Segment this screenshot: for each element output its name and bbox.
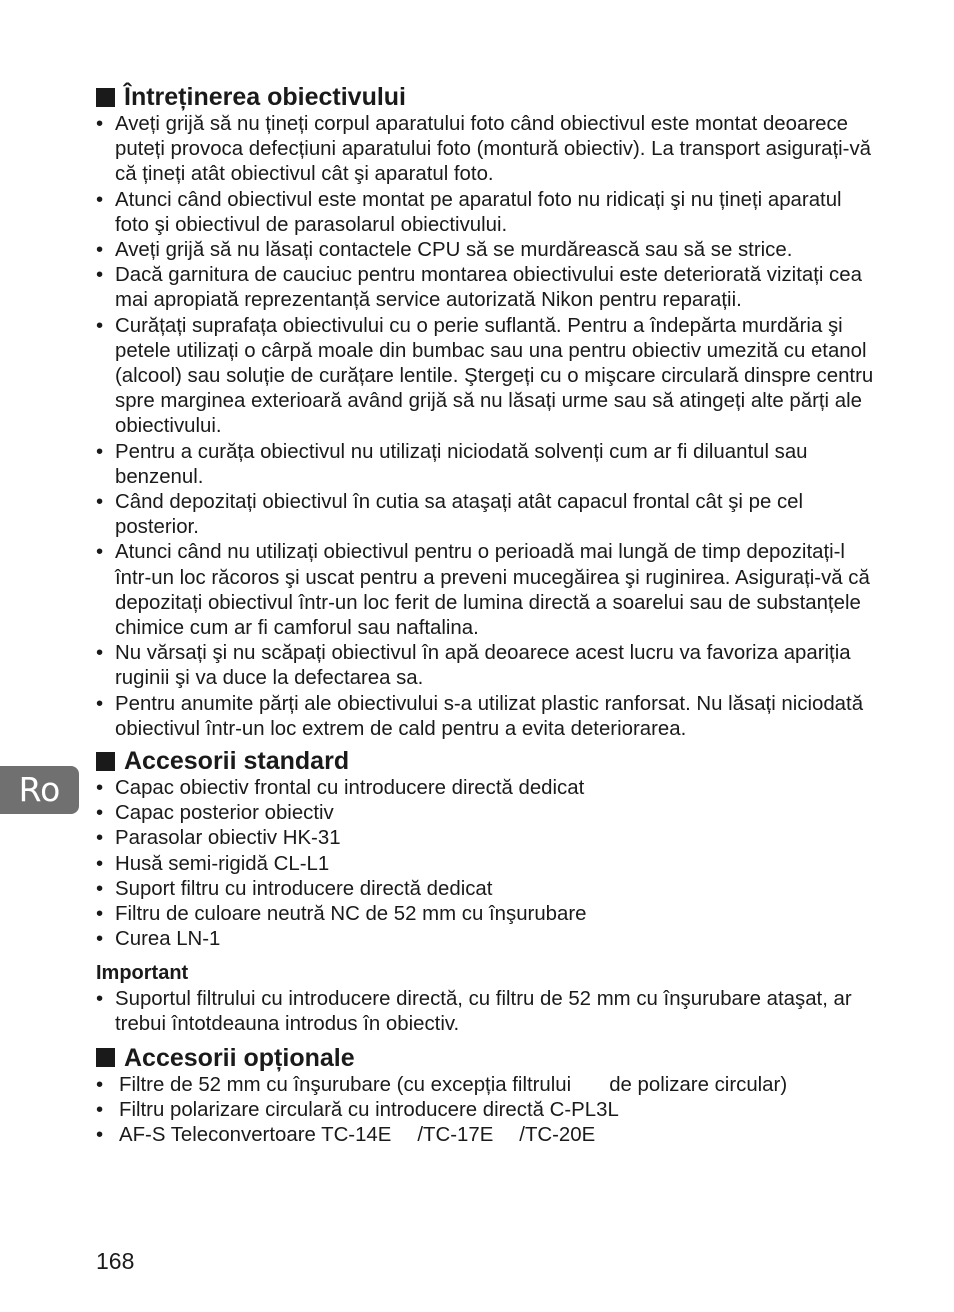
square-bullet-icon (96, 752, 115, 771)
item-text: Filtru polarizare circulară cu introducere directă C-PL3L (119, 1099, 619, 1122)
section-heading-optional-accessories (96, 1043, 876, 1073)
section-heading-standard-accessories (96, 746, 876, 776)
section-heading-lens-care (96, 82, 876, 112)
list-item: • Capac obiectiv frontal cu introducere directă dedicat (96, 776, 876, 801)
optional-accessories-list (96, 1073, 876, 1149)
list-item: • Parasolar obiectiv HK-31 (96, 826, 876, 851)
list-item: • Dacă garnitura de cauciuc pentru montarea obiectivului este deteriorată vizitați cea mai apropiată reprezentanță service autorizată Nikon pentru reparații. (96, 263, 876, 313)
standard-accessories-list (96, 776, 876, 952)
list-item: • Atunci când nu utilizați obiectivul pentru o perioadă mai lungă de timp depozitați-l într-un loc răcoros şi uscat pentru a preveni mucegăirea şi ruginirea. Asigurați-vă că depozitați obiectivul într-un loc ferit de lumina directă a soarelui sau de substanțele chimice cum ar fi camforul sau naftalina. (96, 540, 876, 641)
list-item (96, 1098, 876, 1123)
language-tab: Ro (0, 766, 79, 814)
section-title: Accesorii opționale (124, 1043, 355, 1072)
list-item: • Curățați suprafața obiectivului cu o perie suflantă. Pentru a îndepărta murdăria şi petele utilizați o cârpă moale din bumbac sau una pentru obiectiv umezită cu etanol (alcool) sau soluție de curățare lentile. Ştergeți cu o mişcare circulară dinspre centru spre marginea exterioară având grijă să nu lăsați urme sau să atingeți alte părți ale obiectivului. (96, 314, 876, 440)
item-text: AF-S Teleconvertoare TC-14E (119, 1124, 392, 1147)
important-list (96, 987, 876, 1037)
list-item: • Nu vărsați şi nu scăpați obiectivul în apă deoarece acest lucru va favoriza apariția ruginii şi va duce la defectarea sa. (96, 641, 876, 691)
page-content (96, 78, 876, 1149)
section-title: Întreținerea obiectivului (124, 83, 407, 111)
list-item: • Suport filtru cu introducere directă dedicat (96, 877, 876, 902)
section-title: Accesorii standard (124, 747, 350, 776)
list-item: • Aveți grijă să nu țineți corpul aparatului foto când obiectivul este montat deoarece puteți provoca defecțiuni aparatului foto (montură obiectiv). La transport asigurați-vă că țineți atât obiectivul cât şi aparatul foto. (96, 112, 876, 188)
page-number: 168 (96, 1248, 135, 1274)
square-bullet-icon (96, 1048, 115, 1067)
list-item: • Atunci când obiectivul este montat pe aparatul foto nu ridicați şi nu țineți aparatul foto şi obiectivul de parasolarul obiectivului. (96, 188, 876, 238)
list-item: • Pentru a curăța obiectivul nu utilizați niciodată solvenți cum ar fi diluantul sau benzenul. (96, 440, 876, 490)
item-text: /TC-20E (519, 1124, 596, 1147)
list-item: • Filtru de culoare neutră NC de 52 mm cu înşurubare (96, 902, 876, 927)
list-item: • Husă semi-rigidă CL-L1 (96, 852, 876, 877)
list-item: • Suportul filtrului cu introducere directă, cu filtru de 52 mm cu înşurubare ataşat, ar trebui întotdeauna introdus în obiectiv. (96, 987, 876, 1037)
lens-care-list (96, 112, 876, 742)
item-text: /TC-17E (417, 1124, 494, 1147)
list-item: • Curea LN-1 (96, 927, 876, 952)
list-item: • Când depozitați obiectivul în cutia sa ataşați atât capacul frontal cât şi pe cel posterior. (96, 490, 876, 540)
item-text: de polizare circular) (609, 1073, 788, 1096)
item-text: Filtre de 52 mm cu înşurubare (cu excepția filtrului (119, 1073, 572, 1096)
list-item (96, 1123, 876, 1148)
list-item: • Capac posterior obiectiv (96, 801, 876, 826)
list-item (96, 1073, 876, 1098)
square-bullet-icon (96, 88, 115, 107)
list-item: • Aveți grijă să nu lăsați contactele CPU să se murdărească sau să se strice. (96, 238, 876, 263)
list-item: • Pentru anumite părți ale obiectivului s-a utilizat plastic ranforsat. Nu lăsați niciodată obiectivul într-un loc extrem de cald pentru a evita deteriorarea. (96, 692, 876, 742)
important-label: Important (96, 961, 189, 984)
